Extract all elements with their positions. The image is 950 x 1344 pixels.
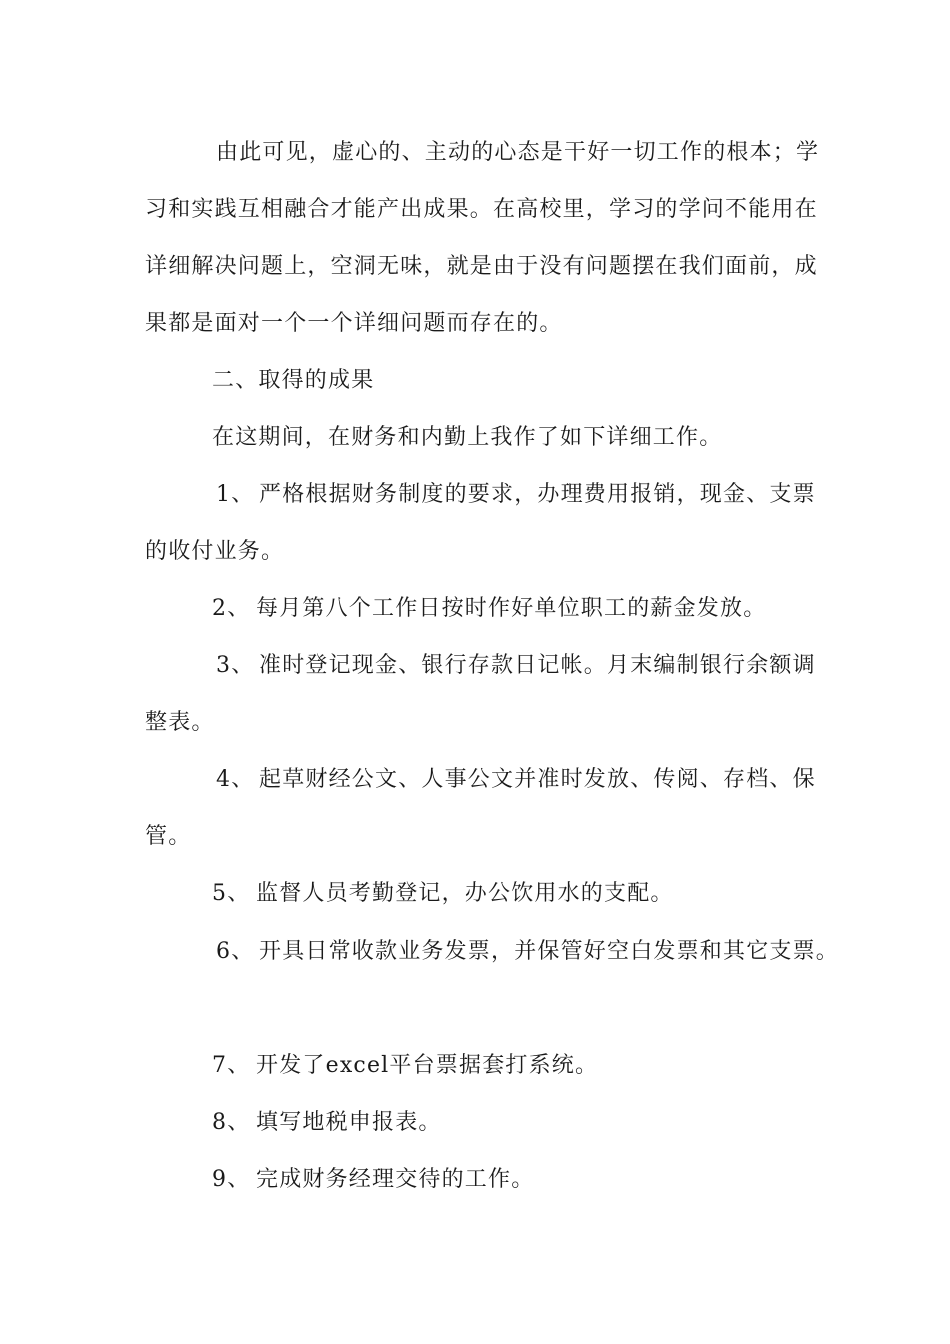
intro-text: 在这期间，在财务和内勤上我作了如下详细工作。 bbox=[212, 425, 723, 450]
list-item-text: 起草财经公文、人事公文并准时发放、传阅、存档、保 bbox=[259, 767, 816, 792]
list-item-text: 整表。 bbox=[145, 710, 215, 735]
list-item-text: 开具日常收款业务发票，并保管好空白发票和其它支票。 bbox=[259, 939, 840, 964]
list-item-number: 7、 bbox=[212, 1053, 251, 1078]
list-item-number: 5、 bbox=[212, 881, 251, 906]
paragraph-line: 详细解决问题上，空洞无味，就是由于没有问题摆在我们面前，成 bbox=[145, 254, 818, 279]
list-item-number: 2、 bbox=[212, 596, 251, 621]
list-item-number: 1、 bbox=[216, 482, 255, 507]
list-item-number: 3、 bbox=[216, 653, 255, 678]
list-item-text: 填写地税申报表。 bbox=[256, 1110, 442, 1135]
list-item-text: 准时登记现金、银行存款日记帐。月末编制银行余额调 bbox=[259, 653, 816, 678]
list-item-text: 管。 bbox=[145, 824, 192, 849]
paragraph-line: 由此可见，虚心的、主动的心态是干好一切工作的根本；学 bbox=[216, 140, 820, 165]
list-item-number: 6、 bbox=[216, 939, 255, 964]
list-item-number: 4、 bbox=[216, 767, 255, 792]
list-item-text: 每月第八个工作日按时作好单位职工的薪金发放。 bbox=[256, 596, 767, 621]
paragraph-line: 果都是面对一个一个详细问题而存在的。 bbox=[145, 311, 563, 336]
paragraph-line: 习和实践互相融合才能产出成果。在高校里，学习的学问不能用在 bbox=[145, 197, 818, 222]
list-item-text: 监督人员考勤登记，办公饮用水的支配。 bbox=[256, 881, 674, 906]
list-item-text: 完成财务经理交待的工作。 bbox=[256, 1167, 535, 1192]
list-item-text: 开发了excel平台票据套打系统。 bbox=[256, 1053, 599, 1078]
list-item-number: 9、 bbox=[212, 1167, 251, 1192]
list-item-text: 严格根据财务制度的要求，办理费用报销，现金、支票 bbox=[259, 482, 816, 507]
list-item-number: 8、 bbox=[212, 1110, 251, 1135]
list-item-text: 的收付业务。 bbox=[145, 539, 285, 564]
section-heading: 二、取得的成果 bbox=[212, 368, 375, 393]
